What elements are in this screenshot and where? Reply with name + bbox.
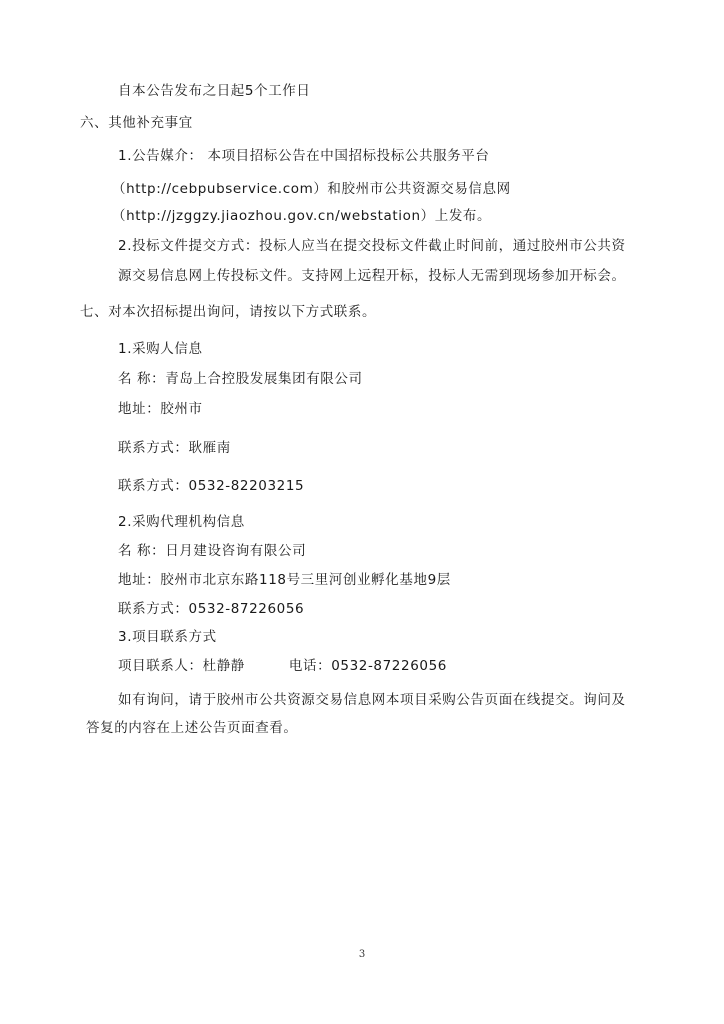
project-contact-person: 项目联系人：杜静静: [118, 658, 245, 674]
inquiry-text-2: 答复的内容在上述公告页面查看。: [86, 720, 298, 736]
agency-info-heading: 2.采购代理机构信息: [118, 514, 245, 530]
agency-name: 名 称：日月建设咨询有限公司: [118, 543, 307, 559]
purchaser-name: 名 称：青岛上合控股发展集团有限公司: [118, 371, 363, 387]
section-seven-heading: 七、对本次招标提出询问，请按以下方式联系。: [80, 304, 377, 320]
agency-address: 地址：胶州市北京东路118号三里河创业孵化基地9层: [118, 572, 451, 588]
bid-submission-text-1: 2.投标文件提交方式：投标人应当在提交投标文件截止时间前，通过胶州市公共资: [118, 238, 626, 254]
agency-contact-phone: 联系方式：0532-87226056: [118, 601, 305, 617]
inquiry-text-1: 如有询问，请于胶州市公共资源交易信息网本项目采购公告页面在线提交。询问及: [118, 692, 626, 708]
publication-url-1: （http://cebpubservice.com）和胶州市公共资源交易信息网: [112, 181, 511, 197]
purchaser-contact-name: 联系方式：耿雁南: [118, 440, 231, 456]
announcement-period-text: 自本公告发布之日起5个工作日: [118, 83, 311, 99]
purchaser-address: 地址：胶州市: [118, 401, 203, 417]
section-six-heading: 六、其他补充事宜: [80, 115, 193, 131]
purchaser-contact-phone: 联系方式：0532-82203215: [118, 478, 305, 494]
project-contact-heading: 3.项目联系方式: [118, 629, 217, 645]
purchaser-info-heading: 1.采购人信息: [118, 341, 203, 357]
project-contact-line: [118, 657, 447, 675]
publication-media-text: 1.公告媒介： 本项目招标公告在中国招标投标公共服务平台: [118, 148, 490, 164]
page-number: 3: [358, 949, 366, 960]
publication-url-2: （http://jzggzy.jiaozhou.gov.cn/webstation）上发布。: [112, 208, 492, 224]
project-contact-phone: 电话：0532-87226056: [288, 658, 447, 674]
bid-submission-text-2: 源交易信息网上传投标文件。支持网上远程开标，投标人无需到现场参加开标会。: [118, 268, 626, 284]
